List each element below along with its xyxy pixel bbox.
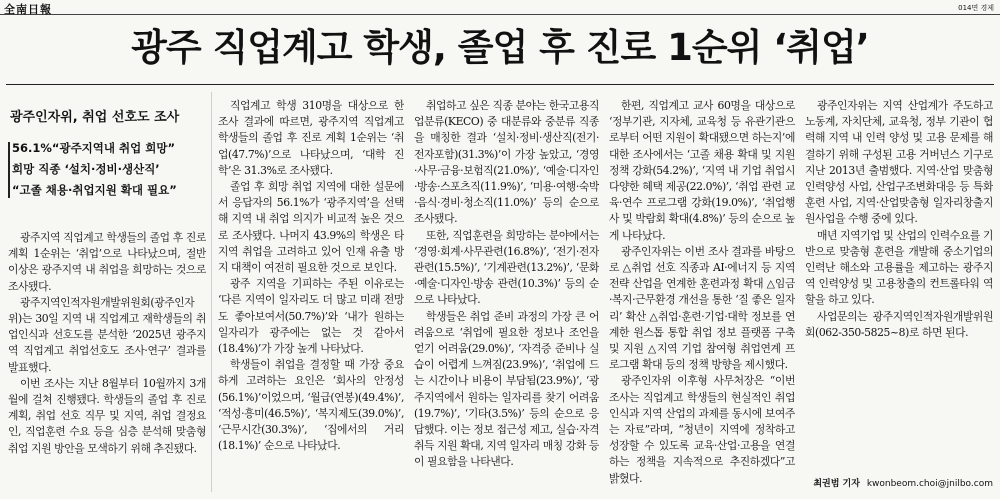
masthead-bar [0,0,1000,15]
paragraph: 광주인자위는 이번 조사 결과를 바탕으로 △취업 선호 직종과 AI·에너지 등 지역 전략 산업을 연계한 훈련과정 확대 △임금·복지·근무환경 개선을 통한 ‘질 좋은 일자리’ 확산 △취업·훈련·기업·대학 정보를 연계한 원스톱 통합 취업 정보 플랫폼 구축 및 지원 △지역 기업 참여형 취업연계 프로그램 확대 등의 정책 방향을 제시했다. [609,244,795,372]
paragraph: 학생들이 취업을 결정할 때 가장 중요하게 고려하는 요인은 ‘회사의 안정성(56.1%)’이었으며, ‘월급(연봉)(49.4%)’, ‘적성·흥미(46.5%)’, ‘복지제도(39.0%)’, ‘근무시간(30.3%)’, ‘집에서의 거리(18.1%)’ 순으로 나타났다. [218,358,404,453]
article-headline: 광주 직업계고 학생, 졸업 후 진로 1순위 ‘취업’ [131,26,869,69]
reporter-name: 최권범 기자 [813,479,860,489]
page-info: 014면 경제 [958,4,994,12]
headline-rule [6,84,994,85]
paragraph: 졸업 후 희망 취업 지역에 대한 설문에서 응답자의 56.1%가 ‘광주지역’을 선택해 지역 내 취업 의지가 비교적 높은 것으로 조사됐다. 나머지 43.9%의 학생은 타지역 취업을 고려하고 있어 인재 유출 방지 대책이 여전히 필요한 것으로 보인다. [218,180,404,275]
deck-line: 희망 직종 ‘설치·정비·생산직’ [12,162,160,176]
deck-bar [8,142,10,198]
paragraph: 광주인자위 이후형 사무처장은 “이번 조사는 직업계고 학생들의 현실적인 취업인식과 지역 산업의 과제를 동시에 보여주는 자료”라며, “청년이 지역에 정착하고 성장할 수 있도록 교육·산업·고용을 연결하는 정책을 지속적으로 추진하겠다”고 밝혔다. [609,374,795,485]
paragraph: 직업계고 학생 310명을 대상으로 한 조사 결과에 따르면, 광주지역 직업계고 학생들의 졸업 후 진로 계획 1순위는 ‘취업(47.7%)’으로 나타났으며, ‘대학 진학’은 31.3%로 조사됐다. [218,99,404,177]
article-column-2 [218,98,404,492]
article-column-3 [414,98,599,492]
newspaper-logo: 全南日報 [4,3,52,16]
deck-line: 56.1%“광주지역내 취업 희망” [12,141,175,155]
paragraph: 사업문의는 광주지역인적자원개발위원회(062-350-5825~8)로 하면 된다. [805,309,993,339]
article-column-1 [8,230,206,492]
reporter-email[interactable]: kwonbeom.choi@jnilbo.com [866,479,993,489]
article-column-5 [805,98,993,474]
paragraph: 한편, 직업계고 교사 60명을 대상으로 ‘정부기관, 지자체, 교육청 등 유관기관으로부터 어떤 지원이 확대됐으면 하는지’에 대한 조사에서는 ‘고졸 채용 확대 및 지원 정책 강화(54.2%)’, ‘지역 내 기업 취업시 다양한 혜택 제공(22.0%)’, ‘취업 관련 교육·연수 프로그램 강화(19.0%)’, ‘취업행사 및 박람회 확대(4.8%)’ 등의 순으로 높게 나타났다. [609,99,795,242]
paragraph: 광주 지역을 기피하는 주된 이유로는 ‘다른 지역이 일자리도 더 많고 미래 전망도 좋아보여서(50.7%)’와 ‘내가 원하는 일자리가 광주에는 없는 것 같아서(18.4%)’가 가장 높게 나타났다. [218,277,404,356]
paragraph: 또한, 직업훈련을 희망하는 분야에서는 ‘경영·회계·사무관련(16.8%)’, ‘전기·전자관련(15.5%)’, ‘기계관련(13.2%)’, ‘문화·예술·디자인·방송 관련(10.3%)’ 등의 순으로 나타났다. [414,228,599,307]
deck-line: “고졸 채용·취업지원 확대 필요” [12,183,177,197]
paragraph: 광주지역인적자원개발위원회(광주인자위)는 30일 지역 내 직업계고 재학생들의 취업인식과 선호도를 분석한 ‘2025년 광주지역 직업계고 취업선호도 조사·연구’ 결과를 발표했다. [8,295,206,374]
paragraph: 취업하고 싶은 직종 분야는 한국고용직업분류(KECO) 중 대분류와 중분류 직종을 매칭한 결과 ‘설치·정비·생산직(전기·전자포함)(31.3%)’이 가장 높았고, ‘경영·사무·금융·보험직(21.0%)’, ‘예술·디자인·방송·스포츠직(11.9%)’, ‘미용·여행·숙박·음식·경비·청소직(11.0%)’ 등의 순으로 조사됐다. [414,99,599,226]
article-column-4 [609,98,795,492]
paragraph: 광주지역 직업계고 학생들의 졸업 후 진로 계획 1순위는 ‘취업’으로 나타났으며, 절반 이상은 광주지역 내 취업을 희망하는 것으로 조사됐다. [8,231,206,293]
paragraph: 매년 지역기업 및 산업의 인력수요를 기반으로 맞춤형 훈련을 개발해 중소기업의 인력난 해소와 고용률을 제고하는 광주지역 인력양성 및 고용창출의 컨트롤타워 역할을 하고 있다. [805,228,993,307]
subhead-deck [12,138,217,201]
paragraph: 광주인자위는 지역 산업계가 주도하고 노동계, 자치단체, 교육청, 정부 기관이 협력해 지역 내 인력 양성 및 고용 문제를 해결하기 위해 구성된 고용 거버넌스 기구로 지난 2013년 출범했다. 지역·산업 맞춤형 인력양성 사업, 산업구조변화대응 등 특화훈련 사업, 지역·산업맞춤형 일자리창출지원사업을 수행 중에 있다. [805,99,993,226]
byline [805,476,993,489]
paragraph: 이번 조사는 지난 8월부터 10월까지 3개월에 걸쳐 진행됐다. 학생들의 졸업 후 진로계획, 취업 선호 직무 및 지역, 취업 결정요인, 직업훈련 수요 등을 심층 분석해 맞춤형 취업 지원 방안을 모색하기 위해 추진됐다. [8,376,206,455]
paragraph: 학생들은 취업 준비 과정의 가장 큰 어려움으로 ‘취업에 필요한 정보나 조언을 얻기 어려움(29.0%)’, ‘자격증 준비나 실습이 어렵게 느껴짐(23.9%)’, ‘취업에 드는 시간이나 비용이 부담됨(23.9%)’, ‘광주지역에서 원하는 일자리를 찾기 어려움(19.7%)’, ‘기타(3.5%)’ 등의 순으로 응답했다. 이는 정보 접근성 제고, 실습·자격 취득 지원 확대, 지역 일자리 매칭 강화 등이 필요함을 나타낸다. [414,309,599,469]
subhead-title: 광주인자위, 취업 선호도 조사 [10,110,180,125]
column-divider [211,92,212,492]
